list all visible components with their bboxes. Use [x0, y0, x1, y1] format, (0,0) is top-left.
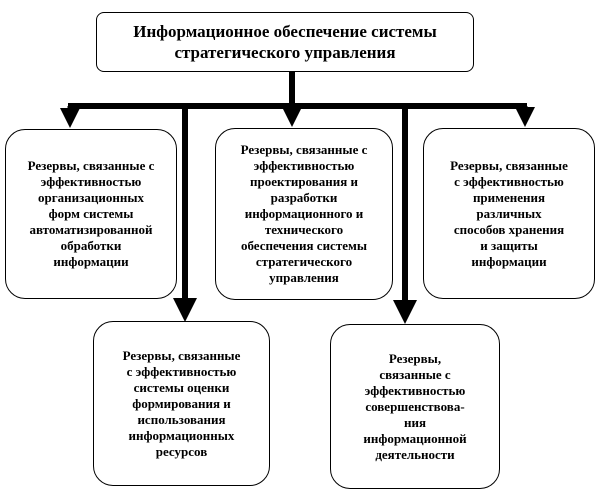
- box-label: Резервы, связанные с эффективностью совершенствова- ния информационной деятельности: [363, 350, 467, 462]
- box-label: Резервы, связанные с эффективностью организационных форм системы автоматизированной обработки информации: [27, 158, 155, 269]
- box-storage-protection: [423, 128, 595, 299]
- box-label: Резервы, связанные с эффективностью системы оценки формирования и использования информационных ресурсов: [122, 347, 241, 459]
- root-label: Информационное обеспечение системы стратегического управления: [133, 22, 437, 62]
- box-label: Резервы, связанные с эффективностью проектирования и разработки информационного и технического обеспечения системы стратегического управления: [240, 142, 368, 285]
- root-box: [96, 12, 474, 72]
- box-design-development: [215, 128, 393, 300]
- box-activity-improvement: [330, 324, 500, 489]
- box-label: Резервы, связанные с эффективностью применения различных способов хранения и защиты информации: [450, 157, 568, 269]
- box-organizational-forms: [5, 129, 177, 299]
- box-resource-evaluation: [93, 321, 270, 486]
